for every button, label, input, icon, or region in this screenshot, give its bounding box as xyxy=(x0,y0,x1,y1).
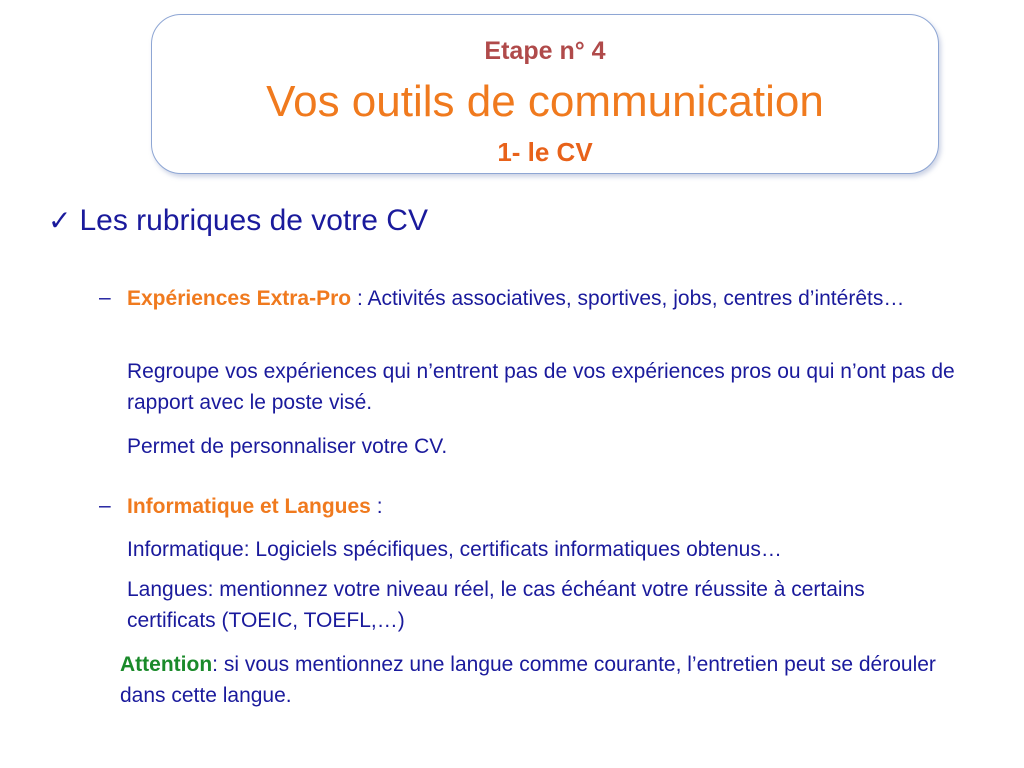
check-icon: ✓ xyxy=(48,205,72,236)
attention-label: Attention xyxy=(120,653,213,676)
section1-intro xyxy=(127,283,957,314)
section-heading-text: Les rubriques de votre CV xyxy=(79,204,428,237)
attention-note xyxy=(120,649,960,711)
step-label: Etape n° 4 xyxy=(484,37,606,65)
section1-line2: Permet de personnaliser votre CV. xyxy=(127,435,448,458)
page-subtitle: 1- le CV xyxy=(497,137,593,167)
section2-line1: Informatique: Logiciels spécifiques, certificats informatiques obtenus… xyxy=(127,538,782,561)
section1-line1: Regroupe vos expériences qui n’entrent pas de vos expériences pros ou qui n’ont pas de rapport avec le poste visé. xyxy=(127,360,955,414)
section2-label: Informatique et Langues xyxy=(127,495,371,518)
title-box xyxy=(151,14,939,174)
section2-intro-text: : xyxy=(370,495,383,518)
section2-intro xyxy=(127,491,957,522)
bullet-dash: – xyxy=(99,286,111,309)
section2-line2: Langues: mentionnez votre niveau réel, le cas échéant votre réussite à certains certificats (TOEIC, TOEFL,…) xyxy=(127,578,865,632)
section1-intro-text: : Activités associatives, sportives, jobs, centres d’intérêts… xyxy=(351,287,905,310)
bullet-dash: – xyxy=(99,494,111,517)
attention-text: : si vous mentionnez une langue comme courante, l’entretien peut se dérouler dans cette langue. xyxy=(120,653,936,707)
section1-label: Expériences Extra-Pro xyxy=(127,287,352,310)
page-title: Vos outils de communication xyxy=(266,77,824,126)
section-heading xyxy=(48,204,428,238)
